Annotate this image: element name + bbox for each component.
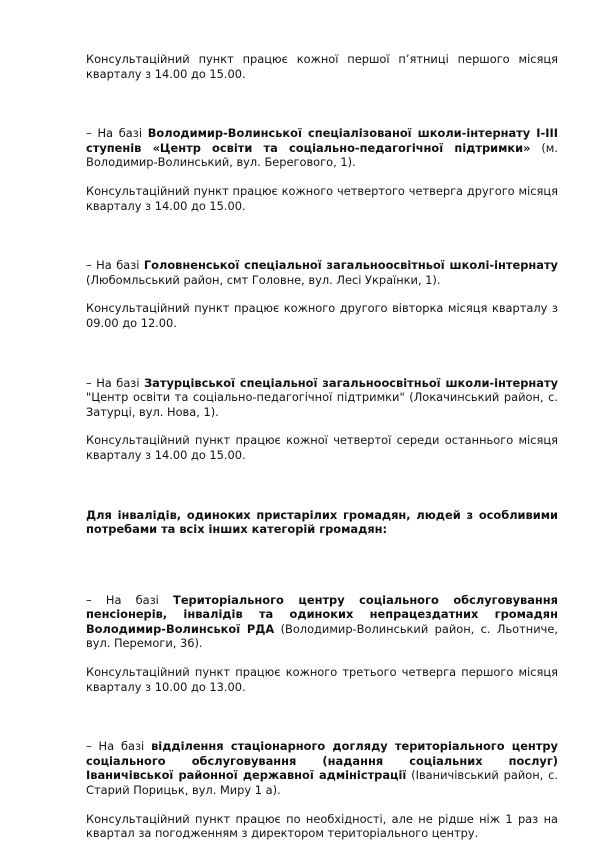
location-paragraph-2 [86,258,558,287]
location-paragraph-3 [86,376,558,420]
location-prefix: – На базі [86,375,145,390]
institution-name: Володимир-Волинської спеціалізованої школи-інтернату І-ІІІ ступенів «Центр освіти та соціально-педагогічної підтримки» [86,126,558,155]
location-prefix: – На базі [86,258,144,273]
spacer [86,331,558,376]
spacer [86,170,558,184]
spacer [86,537,558,593]
institution-name: Затурцівської спеціальної загальноосвітньої школи-інтернату [144,375,558,390]
schedule-paragraph-3: Консультаційний пункт працює кожного другого вівторка місяця кварталу з 09.00 до 12.00. [86,301,558,330]
spacer [86,419,558,433]
location-paragraph-1 [86,126,558,170]
location-prefix: – На базі [86,739,152,754]
location-paragraph-5 [86,739,558,797]
location-address: (Любомльський район, смт Головне, вул. Лесі Українки, 1). [86,272,441,287]
spacer [86,287,558,301]
location-address: (Володимир-Волинський район, с. Льотниче, вул. Перемоги, 36). [86,621,558,651]
spacer [86,694,558,739]
location-address: (м. Володимир-Волинський, вул. Берегового, 1). [86,140,558,170]
spacer [86,463,558,508]
spacer [86,81,558,126]
institution-name: Головненської спеціальної загальноосвітньої школі-інтернату [143,258,558,273]
institution-name: відділення стаціонарного догляду територіального центру соціального обслуговування (надання соціальних послуг) Іваничівської районної державної адміністрації [86,739,558,783]
schedule-paragraph-4: Консультаційний пункт працює кожної четвертої середи останнього місяця кварталу з 14.00 до 15.00. [86,433,558,462]
spacer [86,798,558,812]
location-address: "Центр освіти та соціально-педагогічної підтримки" (Локачинський район, с. Затурці, вул. Нова, 1). [86,390,558,419]
spacer [86,213,558,258]
institution-name: Територіального центру соціального обслуговування пенсіонерів, інвалідів та одиноких непрацездатних громадян Володимир-Волинської РДА [86,592,558,636]
location-address: (Іваничівський район, с. Старий Порицьк, вул. Миру 1 а). [86,768,558,798]
location-paragraph-4 [86,593,558,651]
section-heading-text: Для інвалідів, одиноких пристарілих громадян, людей з особливими потребами та всіх інших категорій громадян: [86,507,558,537]
section-heading [86,508,558,537]
schedule-paragraph-6: Консультаційний пункт працює по необхідності, але не рідше ніж 1 раз на квартал за погодженням з директором територіального центру. [86,811,558,841]
location-prefix: – На базі [86,126,148,141]
location-prefix: – На базі [86,592,174,607]
document-page [86,52,558,841]
schedule-paragraph-2: Консультаційний пункт працює кожного четвертого четверга другого місяця кварталу з 14.00 до 15.00. [86,183,558,213]
schedule-paragraph-1: Консультаційний пункт працює кожної першої п’ятниці першого місяця кварталу з 14.00 до 15.00. [86,52,558,81]
schedule-paragraph-5: Консультаційний пункт працює кожного третього четверга першого місяця кварталу з 10.00 до 13.00. [86,665,558,694]
spacer [86,651,558,665]
